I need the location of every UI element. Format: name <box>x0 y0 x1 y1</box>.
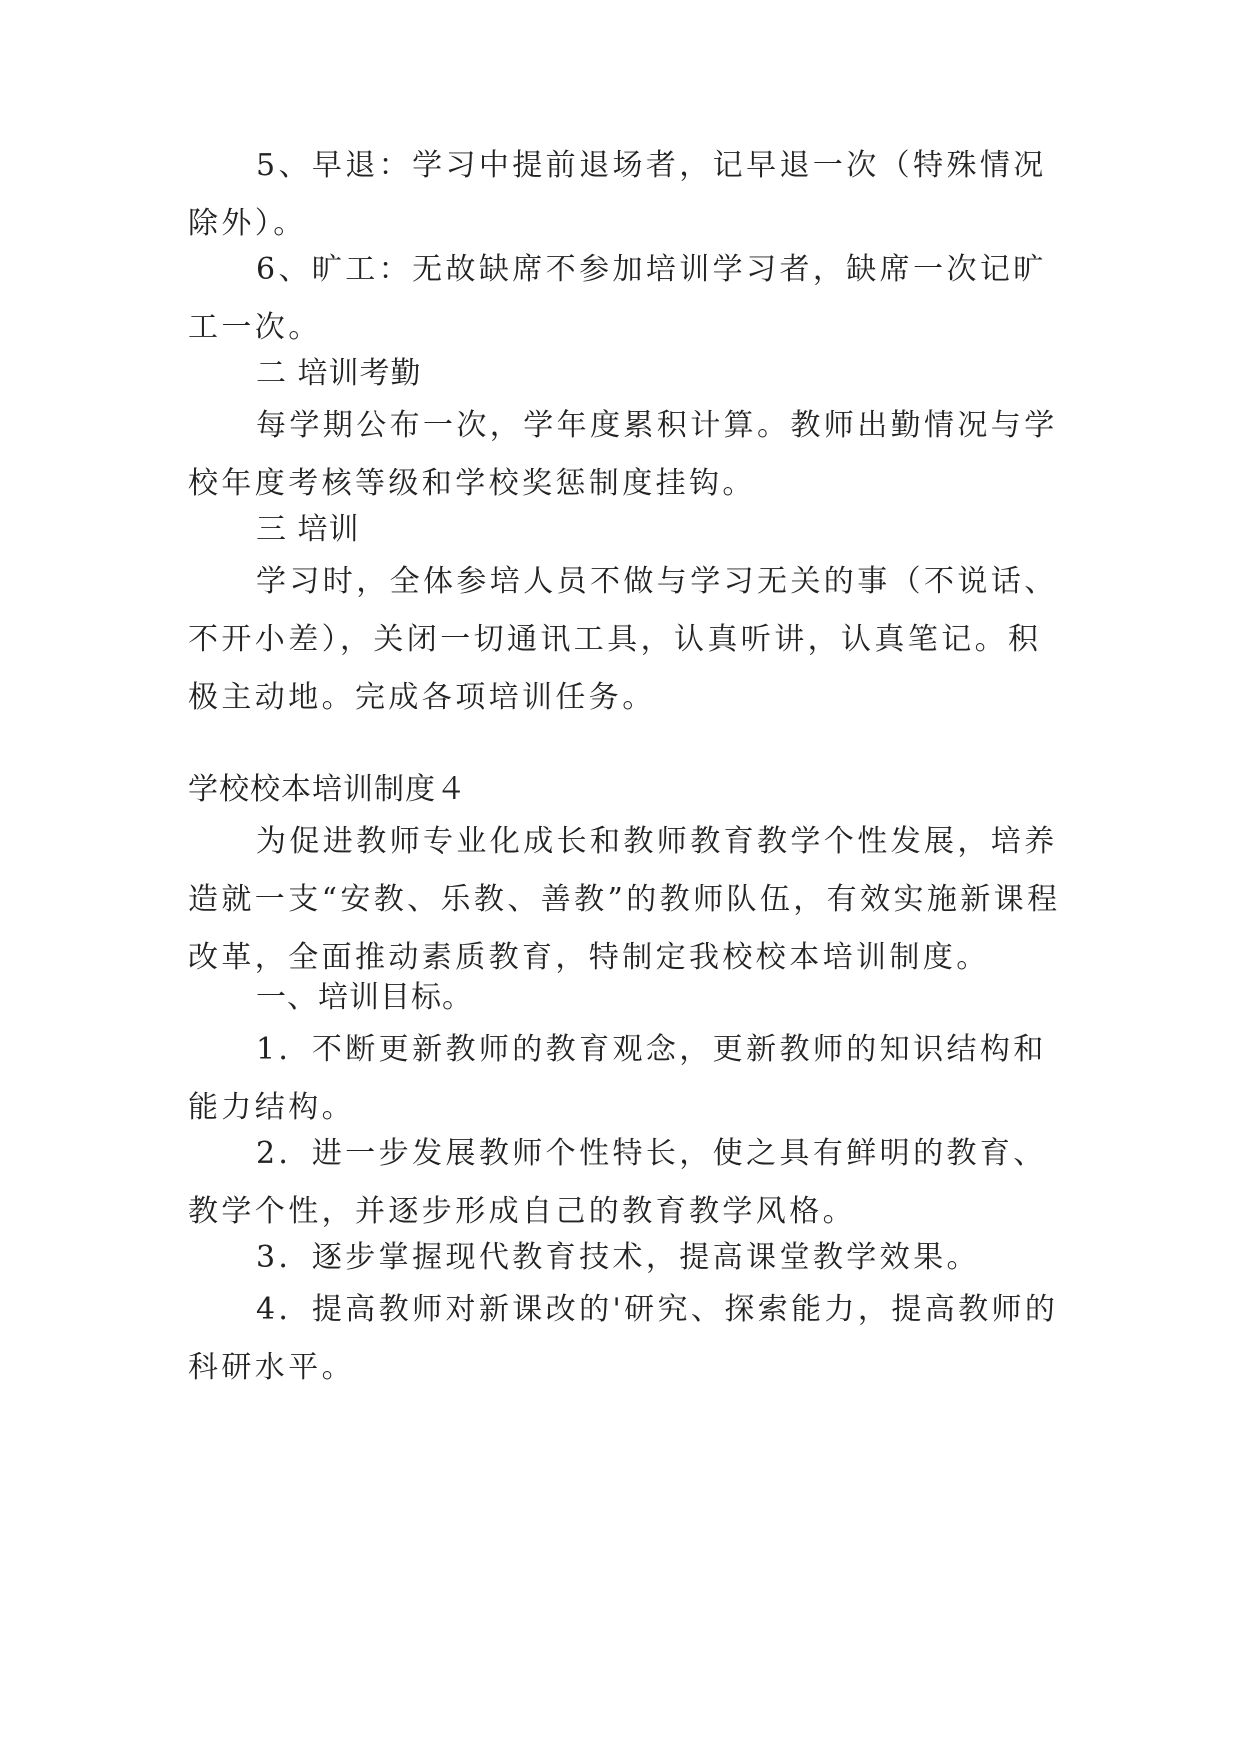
heading-attendance: 二 培训考勤 <box>256 356 422 391</box>
paragraph-attendance: 每学期公布一次，学年度累积计算。教师出勤情况与学校年度考核等级和学校奖惩制度挂钩。 <box>188 408 1058 501</box>
paragraph-goal2: 2．进一步发展教师个性特长，使之具有鲜明的教育、教学个性，并逐步形成自己的教育教学风格。 <box>188 1136 1047 1229</box>
paragraph-training: 学习时，全体参培人员不做与学习无关的事（不说话、不开小差），关闭一切通讯工具，认真听讲，认真笔记。积极主动地。完成各项培训任务。 <box>188 564 1058 715</box>
heading-training: 三 培训 <box>256 512 360 547</box>
paragraph-item5: 5、早退：学习中提前退场者，记早退一次（特殊情况除外）。 <box>188 148 1047 241</box>
heading-goals: 一、培训目标。 <box>256 980 473 1015</box>
section-title: 学校校本培训制度４ <box>188 772 467 807</box>
paragraph-intro: 为促进教师专业化成长和教师教育教学个性发展，培养造就一支“安教、乐教、善教”的教师队伍，有效实施新课程改革，全面推动素质教育，特制定我校校本培训制度。 <box>188 824 1061 975</box>
paragraph-goal3: 3．逐步掌握现代教育技术，提高课堂教学效果。 <box>256 1240 980 1275</box>
paragraph-goal1: 1．不断更新教师的教育观念，更新教师的知识结构和能力结构。 <box>188 1032 1047 1125</box>
paragraph-goal4: 4．提高教师对新课改的'研究、探索能力，提高教师的科研水平。 <box>188 1292 1059 1385</box>
paragraph-item6: 6、旷工：无故缺席不参加培训学习者，缺席一次记旷工一次。 <box>188 252 1047 345</box>
